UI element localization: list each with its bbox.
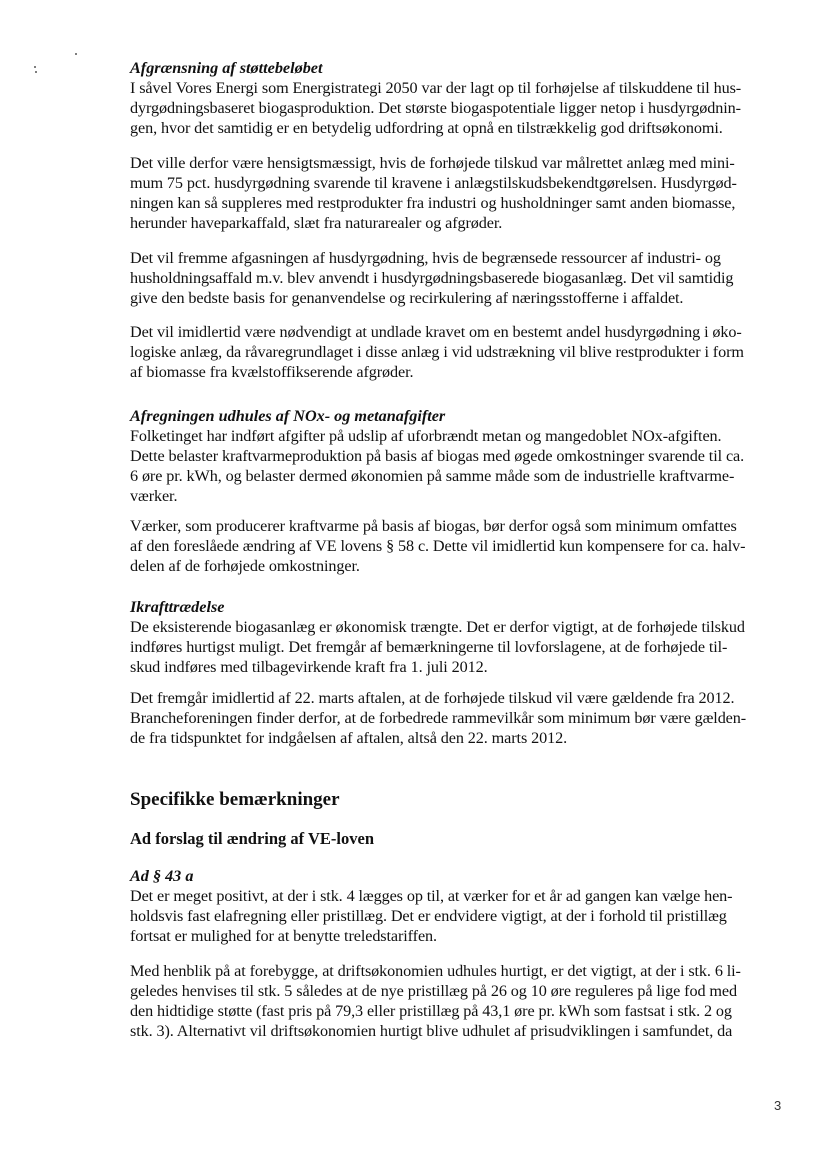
- paragraph-line: logiske anlæg, da råvaregrundlaget i disse anlæg i vid udstrækning vil blive restprodukter i form: [130, 343, 744, 361]
- paragraph: [130, 688, 770, 748]
- section-heading: Ikrafttrædelse: [130, 598, 225, 616]
- section-heading: Afregningen udhules af NOx- og metanafgifter: [130, 407, 446, 425]
- paragraph-line: De eksisterende biogasanlæg er økonomisk trængte. Det er derfor vigtigt, at de forhøjede tilskud: [130, 618, 745, 636]
- paragraph-line: den hidtidige støtte (fast pris på 79,3 eller pristillæg på 43,1 øre pr. kWh som fastsat i stk. 2 og: [130, 1002, 732, 1020]
- paragraph-line: Det fremgår imidlertid af 22. marts aftalen, at de forhøjede tilskud vil være gældende fra 2012.: [130, 689, 735, 707]
- paragraph-line: dyrgødningsbaseret biogasproduktion. Det største biogaspotentiale ligger netop i husdyrgødnin-: [130, 99, 741, 117]
- paragraph-line: Det ville derfor være hensigtsmæssigt, hvis de forhøjede tilskud var målrettet anlæg med mini-: [130, 154, 735, 172]
- paragraph-line: I såvel Vores Energi som Energistrategi 2050 var der lagt op til forhøjelse af tilskuddene til hus-: [130, 79, 742, 97]
- section-ad-43a: [130, 866, 770, 946]
- paragraph: [130, 322, 770, 382]
- paragraph-line: værker.: [130, 487, 178, 505]
- paragraph-line: Dette belaster kraftvarmeproduktion på basis af biogas med øgede omkostninger svarende til ca.: [130, 447, 745, 465]
- scan-speck: [35, 71, 37, 73]
- paragraph-line: geledes henvises til stk. 5 således at de nye pristillæg på 26 og 10 øre reguleres på lige fod med: [130, 982, 737, 1000]
- paragraph-line: fortsat er mulighed for at benytte treledstariffen.: [130, 927, 437, 945]
- section-afregning: [130, 406, 770, 506]
- paragraph-line: holdsvis fast elafregning eller pristillæg. Det er endvidere vigtigt, at der i forhold til pristillæg: [130, 907, 727, 925]
- paragraph-line: stk. 3). Alternativt vil driftsøkonomien hurtigt blive udhulet af prisudviklingen i samfundet, da: [130, 1022, 733, 1040]
- paragraph-line: herunder haveparkaffald, slæt fra naturarealer og afgrøder.: [130, 214, 503, 232]
- paragraph-line: de fra tidspunktet for indgåelsen af aftalen, altså den 22. marts 2012.: [130, 729, 568, 747]
- paragraph-line: Det vil fremme afgasningen af husdyrgødning, hvis de begrænsede ressourcer af industri- og: [130, 249, 721, 267]
- specific-remarks-heading: Specifikke bemærkninger: [130, 789, 340, 810]
- paragraph: [130, 961, 770, 1041]
- paragraph-line: Det vil imidlertid være nødvendigt at undlade kravet om en bestemt andel husdyrgødning i øko-: [130, 323, 742, 341]
- paragraph-line: delen af de forhøjede omkostninger.: [130, 557, 360, 575]
- paragraph-line: indføres hurtigst muligt. Det fremgår af bemærkningerne til lovforslagene, at de forhøjede til-: [130, 638, 728, 656]
- paragraph-line: Med henblik på at forebygge, at driftsøkonomien udhules hurtigt, er det vigtigt, at der i stk. 6 li-: [130, 962, 741, 980]
- paragraph: [130, 516, 770, 576]
- paragraph-line: Folketinget har indført afgifter på udslip af uforbrændt metan og mangedoblet NOx-afgiften.: [130, 427, 722, 445]
- paragraph-line: af biomasse fra kvælstoffikserende afgrøder.: [130, 363, 414, 381]
- page-number: 3: [774, 1098, 782, 1113]
- paragraph-line: Det er meget positivt, at der i stk. 4 lægges op til, at værker for et år ad gangen kan vælge hen-: [130, 887, 733, 905]
- paragraph-line: gen, hvor det samtidig er en betydelig udfordring at opnå en tilstrækkelig god driftsøkonomi.: [130, 119, 723, 137]
- section-stotteb-elob: [130, 58, 770, 138]
- paragraph-line: mum 75 pct. husdyrgødning svarende til kravene i anlægstilskudsbekendtgørelsen. Husdyrgød-: [130, 174, 737, 192]
- paragraph-line: Værker, som producerer kraftvarme på basis af biogas, bør derfor også som minimum omfattes: [130, 517, 737, 535]
- paragraph: [130, 248, 770, 308]
- paragraph-line: Brancheforeningen finder derfor, at de forbedrede rammevilkår som minimum bør være gælden-: [130, 709, 747, 727]
- paragraph-line: give den bedste basis for genanvendelse og recirkulering af næringsstofferne i affaldet.: [130, 289, 684, 307]
- ve-law-subheading: Ad forslag til ændring af VE-loven: [130, 829, 375, 848]
- section-heading: Afgrænsning af støttebeløbet: [130, 59, 323, 77]
- section-ikrafttraedelse: [130, 597, 770, 677]
- scan-speck: [34, 66, 36, 68]
- scan-speck: [75, 53, 77, 55]
- paragraph: [130, 153, 770, 233]
- paragraph-line: 6 øre pr. kWh, og belaster dermed økonomien på samme måde som de industrielle kraftvarme-: [130, 467, 735, 485]
- paragraph-line: ningen kan så suppleres med restprodukter fra industri og husholdninger samt anden biomasse,: [130, 194, 736, 212]
- paragraph-line: skud indføres med tilbagevirkende kraft fra 1. juli 2012.: [130, 658, 488, 676]
- paragraph-line: husholdningsaffald m.v. blev anvendt i husdyrgødningsbaserede biogasanlæg. Det vil samtidig: [130, 269, 734, 287]
- section-heading: Ad § 43 a: [130, 867, 194, 885]
- paragraph-line: af den foreslåede ændring af VE lovens § 58 c. Dette vil imidlertid kun kompensere for ca. halv-: [130, 537, 746, 555]
